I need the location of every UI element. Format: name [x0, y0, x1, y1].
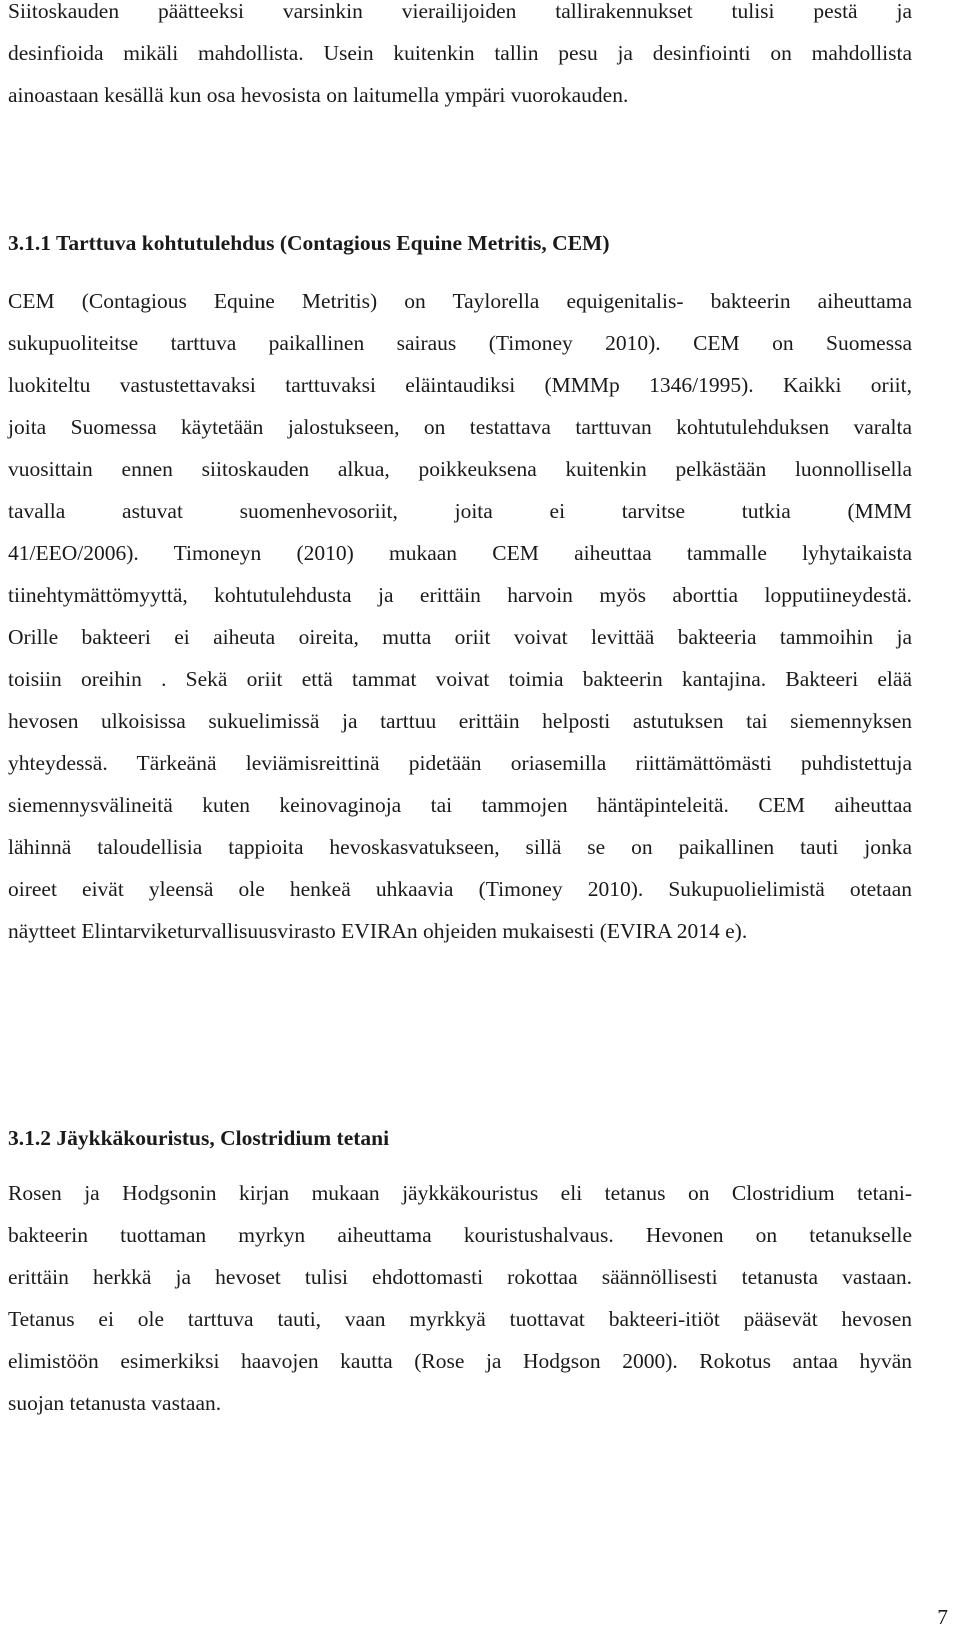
section-heading-3-1-1: 3.1.1 Tarttuva kohtutulehdus (Contagious Equine Metritis, CEM) — [8, 231, 610, 255]
paragraph-line: bakteerin tuottaman myrkyn aiheuttama kouristushalvaus. Hevonen on tetanukselle — [8, 1223, 912, 1247]
tetanus-paragraph — [8, 1172, 912, 1424]
paragraph-line: toisiin oreihin . Sekä oriit että tammat voivat toimia bakteerin kantajina. Bakteeri elää — [8, 667, 912, 691]
intro-paragraph — [8, 0, 912, 116]
paragraph-line: oireet eivät yleensä ole henkeä uhkaavia (Timoney 2010). Sukupuolielimistä otetaan — [8, 877, 912, 901]
paragraph-line: Rosen ja Hodgsonin kirjan mukaan jäykkäkouristus eli tetanus on Clostridium tetani- — [8, 1181, 912, 1205]
paragraph-line: vuosittain ennen siitoskauden alkua, poikkeuksena kuitenkin pelkästään luonnollisella — [8, 457, 912, 481]
paragraph-line: desinfioida mikäli mahdollista. Usein kuitenkin tallin pesu ja desinfiointi on mahdollista — [8, 41, 912, 65]
paragraph-line: sukupuoliteitse tarttuva paikallinen sairaus (Timoney 2010). CEM on Suomessa — [8, 331, 912, 355]
paragraph-line: CEM (Contagious Equine Metritis) on Taylorella equigenitalis- bakteerin aiheuttama — [8, 289, 912, 313]
paragraph-line: siemennysvälineitä kuten keinovaginoja tai tammojen häntäpinteleitä. CEM aiheuttaa — [8, 793, 912, 817]
paragraph-line: elimistöön esimerkiksi haavojen kautta (Rose ja Hodgson 2000). Rokotus antaa hyvän — [8, 1349, 912, 1373]
cem-paragraph — [8, 280, 912, 952]
paragraph-line: Orille bakteeri ei aiheuta oireita, mutta oriit voivat levittää bakteeria tammoihin ja — [8, 625, 912, 649]
paragraph-line: erittäin herkkä ja hevoset tulisi ehdottomasti rokottaa säännöllisesti tetanusta vastaan. — [8, 1265, 912, 1289]
paragraph-line: luokiteltu vastustettavaksi tarttuvaksi eläintaudiksi (MMMp 1346/1995). Kaikki oriit, — [8, 373, 912, 397]
section-heading-3-1-2: 3.1.2 Jäykkäkouristus, Clostridium tetani — [8, 1126, 390, 1150]
paragraph-line: yhteydessä. Tärkeänä leviämisreittinä pidetään oriasemilla riittämättömästi puhdistettuja — [8, 751, 912, 775]
page-number: 7 — [937, 1605, 948, 1629]
paragraph-line: 41/EEO/2006). Timoneyn (2010) mukaan CEM aiheuttaa tammalle lyhytaikaista — [8, 541, 912, 565]
paragraph-line: tiinehtymättömyyttä, kohtutulehdusta ja erittäin harvoin myös aborttia lopputiineydestä. — [8, 583, 912, 607]
paragraph-line: ainoastaan kesällä kun osa hevosista on laitumella ympäri vuorokauden. — [8, 83, 629, 107]
paragraph-line: suojan tetanusta vastaan. — [8, 1391, 222, 1415]
paragraph-line: lähinnä taloudellisia tappioita hevoskasvatukseen, sillä se on paikallinen tauti jonka — [8, 835, 912, 859]
paragraph-line: joita Suomessa käytetään jalostukseen, on testattava tarttuvan kohtutulehduksen varalta — [8, 415, 912, 439]
paragraph-line: Tetanus ei ole tarttuva tauti, vaan myrkkyä tuottavat bakteeri-itiöt pääsevät hevosen — [8, 1307, 912, 1331]
paragraph-line: Siitoskauden päätteeksi varsinkin vierailijoiden tallirakennukset tulisi pestä ja — [8, 0, 912, 23]
paragraph-line: näytteet Elintarviketurvallisuusvirasto EVIRAn ohjeiden mukaisesti (EVIRA 2014 e). — [8, 919, 748, 943]
paragraph-line: tavalla astuvat suomenhevosoriit, joita ei tarvitse tutkia (MMM — [8, 499, 912, 523]
paragraph-line: hevosen ulkoisissa sukuelimissä ja tarttuu erittäin helposti astutuksen tai siemennyksen — [8, 709, 912, 733]
